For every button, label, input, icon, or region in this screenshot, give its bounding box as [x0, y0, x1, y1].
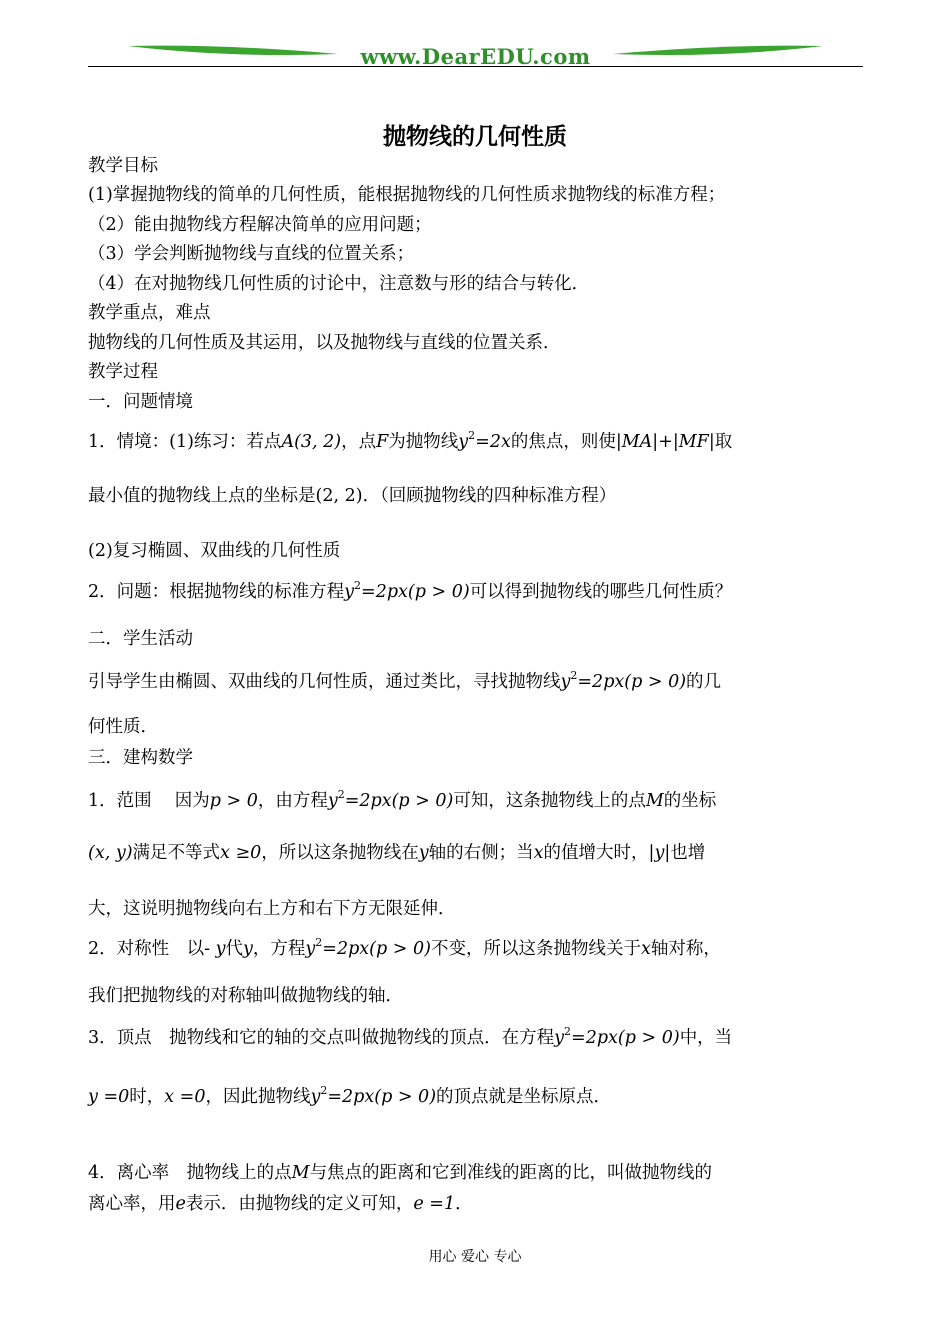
- goal-item-4: （4）在对抛物线几何性质的讨论中，注意数与形的结合与转化．: [88, 274, 590, 294]
- paragraph-symmetry: [88, 937, 721, 959]
- subsection-heading-situation: 一．问题情境: [88, 392, 193, 412]
- math-expr: - y: [204, 939, 226, 959]
- text-span: 可以得到抛物线的哪些几何性质？: [469, 582, 733, 602]
- goal-item-2: （2）能由抛物线方程解决简单的应用问题；: [88, 215, 432, 235]
- paragraph-range: [88, 789, 716, 811]
- math-exponent: 2: [354, 579, 362, 592]
- text-span: 的几: [686, 672, 722, 692]
- text-span: 1．范围 因为: [88, 791, 210, 811]
- site-logo-text[interactable]: www.DearEDU.com: [360, 44, 591, 69]
- text-span: 取: [714, 432, 733, 452]
- goal-item-3: （3）学会判断抛物线与直线的位置关系；: [88, 244, 415, 264]
- math-expr: x ≥0: [220, 843, 262, 863]
- text-span: ．（回顾抛物线的四种标准方程）: [362, 486, 617, 506]
- math-expr: x =0: [164, 1087, 206, 1107]
- section-heading-process: 教学过程: [88, 362, 158, 382]
- math-expr: y: [344, 582, 355, 602]
- text-span: 2．对称性 以: [88, 939, 205, 959]
- text-span: 的值增大时，: [543, 843, 649, 863]
- text-span: ，由方程: [257, 791, 328, 811]
- math-exponent: 2: [320, 1084, 328, 1097]
- math-expr: y: [418, 843, 429, 863]
- paragraph-situation-1: [88, 430, 732, 452]
- paragraph-eccentricity: [88, 1165, 712, 1183]
- math-exponent: 2: [564, 1025, 572, 1038]
- math-expr: =2x: [475, 432, 511, 452]
- math-exponent: 2: [570, 669, 578, 682]
- text-span: 引导学生由椭圆、双曲线的几何性质，通过类比，寻找抛物线: [88, 672, 561, 692]
- text-span: 代: [225, 939, 244, 959]
- text-span: 最小值的抛物线上点的坐标是: [88, 486, 316, 506]
- text-span: 的焦点，则使: [510, 432, 616, 452]
- site-header: [88, 38, 863, 68]
- section-heading-goals: 教学目标: [88, 156, 158, 176]
- subsection-heading-construct: 三．建构数学: [88, 748, 193, 768]
- text-span: ．: [455, 1194, 473, 1214]
- text-span: 的顶点就是坐标原点．: [436, 1087, 612, 1107]
- math-expr: A(3, 2): [281, 432, 342, 452]
- math-expr: M: [291, 1163, 310, 1183]
- text-span: 2．问题：根据抛物线的标准方程: [88, 582, 345, 602]
- math-expr: y: [243, 939, 253, 959]
- math-expr: e: [175, 1194, 186, 1214]
- math-expr: y: [560, 672, 571, 692]
- text-span: 时，: [129, 1087, 165, 1107]
- paragraph-activity: [88, 670, 721, 692]
- math-expr: e =1: [413, 1194, 456, 1214]
- math-expr: (x, y): [88, 843, 133, 863]
- math-expr: =2px(p > 0): [322, 939, 431, 959]
- math-expr: =2px(p > 0): [571, 1028, 680, 1048]
- math-expr: p > 0: [209, 791, 258, 811]
- paragraph-situation-2: (2)复习椭圆、双曲线的几何性质: [88, 541, 341, 561]
- page-title: 抛物线的几何性质: [383, 124, 567, 150]
- text-span: 为抛物线: [388, 432, 459, 452]
- text-span: 轴对称，: [650, 939, 721, 959]
- text-span: 可知，这条抛物线上的点: [453, 791, 646, 811]
- paragraph-symmetry-cont: 我们把抛物线的对称轴叫做抛物线的轴．: [88, 986, 403, 1006]
- subsection-heading-activity: 二．学生活动: [88, 629, 193, 649]
- text-span: 中，当: [679, 1028, 733, 1048]
- paragraph-question: [88, 580, 732, 602]
- paragraph-eccentricity-cont: [88, 1196, 473, 1214]
- math-expr: y =0: [88, 1087, 130, 1107]
- paragraph-vertex-cont: [88, 1085, 611, 1107]
- paragraph-activity-cont: 何性质．: [88, 717, 158, 737]
- math-expr: y: [458, 432, 469, 452]
- text-span: ，所以这条抛物线在: [261, 843, 419, 863]
- text-span: 的坐标: [663, 791, 717, 811]
- text-span: 表示．由抛物线的定义可知，: [185, 1194, 414, 1214]
- page-footer: 用心 爱心 专心: [428, 1249, 522, 1265]
- math-exponent: 2: [337, 788, 345, 801]
- math-expr: x: [640, 939, 651, 959]
- math-expr: F: [376, 432, 389, 452]
- math-expr: x: [533, 843, 544, 863]
- math-expr: =2px(p > 0): [344, 791, 454, 811]
- text-span: 1．情境：(1)练习：若点: [88, 432, 282, 452]
- text-span: 与焦点的距离和它到准线的距离的比，叫做抛物线的: [309, 1163, 713, 1183]
- math-expr: y: [310, 1087, 321, 1107]
- paragraph-vertex: [88, 1026, 732, 1048]
- math-expr: =2px(p > 0): [327, 1087, 437, 1107]
- text-span: ，因此抛物线: [205, 1087, 311, 1107]
- math-expr: M: [645, 791, 664, 811]
- text-span: 满足不等式: [132, 843, 221, 863]
- text-span: 轴的右侧；当: [428, 843, 534, 863]
- math-expr: |MA|+|MF|: [615, 432, 715, 452]
- math-expr: =2px(p > 0): [577, 672, 687, 692]
- math-expr: y: [327, 791, 338, 811]
- text-span: ，点: [341, 432, 377, 452]
- paragraph-range-end: 大，这说明抛物线向右上方和右下方无限延伸．: [88, 899, 456, 919]
- paragraph-situation-1-cont: [88, 488, 616, 506]
- text-span: 离心率，用: [88, 1194, 176, 1214]
- math-expr: y: [554, 1028, 565, 1048]
- math-expr: |y|: [648, 843, 671, 863]
- math-exponent: 2: [468, 429, 476, 442]
- text-span: ，方程: [252, 939, 306, 959]
- header-divider: [88, 66, 863, 67]
- section-heading-key-points: 教学重点，难点: [88, 303, 211, 323]
- key-points-text: 抛物线的几何性质及其运用，以及抛物线与直线的位置关系．: [88, 333, 561, 353]
- text-span: 不变，所以这条抛物线关于: [430, 939, 641, 959]
- math-expr: =2px(p > 0): [361, 582, 470, 602]
- goal-item-1: (1)掌握抛物线的简单的几何性质，能根据抛物线的几何性质求抛物线的标准方程；: [88, 185, 726, 205]
- paragraph-range-cont: [88, 845, 705, 863]
- text-span: 4．离心率 抛物线上的点: [88, 1163, 292, 1183]
- math-exponent: 2: [315, 936, 323, 949]
- math-expr: y: [305, 939, 316, 959]
- text-span: 也增: [670, 843, 706, 863]
- text-span: 3．顶点 抛物线和它的轴的交点叫做抛物线的顶点．在方程: [88, 1028, 555, 1048]
- math-expr: (2, 2): [315, 486, 363, 506]
